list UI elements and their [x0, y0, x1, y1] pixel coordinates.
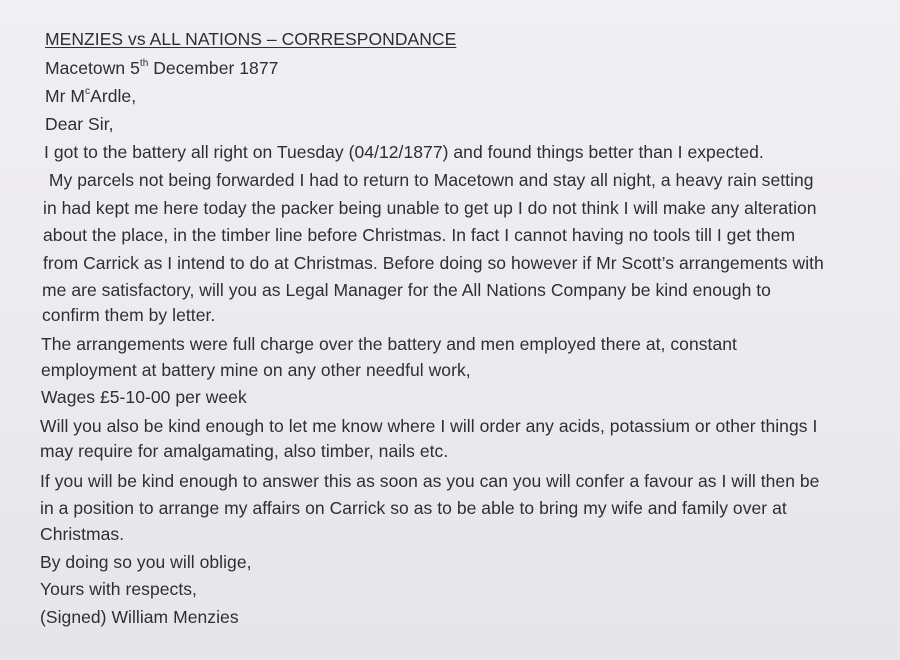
date-superscript: th: [139, 58, 149, 70]
body-line: me are satisfactory, will you as Legal Manager for the All Nations Company be kind enough to: [42, 280, 771, 300]
body-line: may require for amalgamating, also timber, nails etc.: [40, 441, 449, 461]
body-line: The arrangements were full charge over the battery and men employed there at, constant: [41, 334, 737, 354]
letter-addressee: [45, 85, 136, 107]
body-line: employment at battery mine on any other needful work,: [41, 360, 471, 380]
body-line: By doing so you will oblige,: [40, 552, 252, 572]
body-line: from Carrick as I intend to do at Christmas. Before doing so however if Mr Scott’s arrangements with: [43, 253, 824, 273]
addressee-suffix: Ardle,: [90, 86, 137, 106]
addressee-superscript: c: [85, 86, 91, 98]
body-line: about the place, in the timber line before Christmas. In fact I cannot having no tools till I get them: [43, 225, 796, 245]
body-line: My parcels not being forwarded I had to return to Macetown and stay all night, a heavy rain setting: [44, 170, 814, 190]
letter-signature: (Signed) William Menzies: [40, 607, 239, 627]
body-line: Wages £5-10-00 per week: [41, 387, 247, 407]
letter-salutation: Dear Sir,: [45, 114, 114, 134]
body-line: Yours with respects,: [40, 579, 197, 599]
body-line: I got to the battery all right on Tuesday (04/12/1877) and found things better than I expected.: [44, 142, 764, 162]
date-suffix: December 1877: [148, 58, 279, 78]
document-title: MENZIES vs ALL NATIONS – CORRESPONDANCE: [45, 29, 457, 49]
body-line: in had kept me here today the packer being unable to get up I do not think I will make any alteration: [43, 198, 817, 218]
body-line: If you will be kind enough to answer this as soon as you can you will confer a favour as I will then be: [40, 471, 820, 491]
addressee-prefix: Mr M: [45, 86, 86, 106]
body-line: in a position to arrange my affairs on Carrick so as to be able to bring my wife and family over at: [40, 498, 787, 518]
body-line: Will you also be kind enough to let me know where I will order any acids, potassium or other things I: [40, 416, 818, 436]
letter-date: [45, 57, 278, 79]
body-line: confirm them by letter.: [42, 305, 216, 325]
date-prefix: Macetown 5: [45, 58, 140, 78]
body-line: Christmas.: [40, 524, 125, 544]
